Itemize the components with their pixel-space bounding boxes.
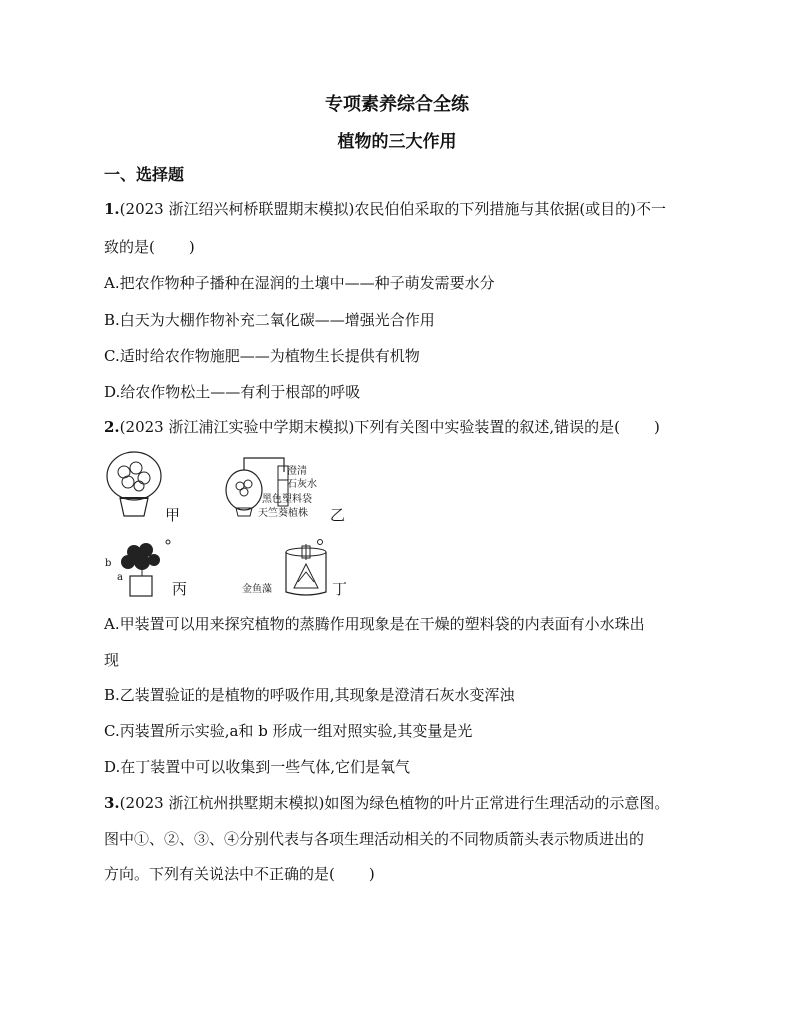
q1-stem-close: ) <box>188 238 195 256</box>
q3-stem-text-3: 方向。下列有关说法中不正确的是( <box>104 865 335 883</box>
q1-stem-line2 <box>104 236 195 257</box>
q1-option-b: B.白天为大棚作物补充二氧化碳——增强光合作用 <box>104 311 435 329</box>
q2-stem-close: ) <box>653 418 660 436</box>
page-subtitle: 植物的三大作用 <box>337 132 457 152</box>
q2-number: 2. <box>104 418 120 436</box>
q2-option-b: B.乙装置验证的是植物的呼吸作用,其现象是澄清石灰水变浑浊 <box>104 686 515 704</box>
q2-option-c: C.丙装置所示实验,a和 b 形成一组对照实验,其变量是光 <box>104 722 473 740</box>
q1-option-c: C.适时给农作物施肥——为植物生长提供有机物 <box>104 347 420 365</box>
label-limewater-1: 澄清 <box>287 466 307 477</box>
q3-stem-line3 <box>104 863 375 884</box>
figure-jia-plant-in-bag <box>104 450 164 520</box>
q2-stem-text: (2023 浙江浦江实验中学期末模拟)下列有关图中实验装置的叙述,错误的是( <box>119 418 620 436</box>
label-leaf-b: b <box>105 558 112 569</box>
figure-bing-leaf-experiment <box>112 538 172 598</box>
q3-stem-close: ) <box>368 865 375 883</box>
figure-label-jia: 甲 <box>165 506 181 524</box>
q3-number: 3. <box>104 794 120 812</box>
q3-stem-line2: 图中①、②、③、④分别代表与各项生理活动相关的不同物质箭头表示物质进出的 <box>104 830 645 848</box>
q3-stem-line1 <box>104 792 669 813</box>
label-black-bag: 黑色塑料袋 <box>262 494 312 505</box>
q2-stem-line1 <box>104 416 660 437</box>
label-limewater-2: 石灰水 <box>287 479 317 490</box>
label-hornwort: 金鱼藻 <box>242 584 272 595</box>
q1-stem-line1 <box>104 198 666 219</box>
figure-label-yi: 乙 <box>330 506 346 524</box>
figure-ding-hornwort-beaker <box>282 538 338 598</box>
figure-label-bing: 丙 <box>172 580 188 598</box>
q3-stem-text: (2023 浙江杭州拱墅期末模拟)如图为绿色植物的叶片正常进行生理活动的示意图。 <box>119 794 670 812</box>
q1-option-d: D.给农作物松土——有利于根部的呼吸 <box>104 383 361 401</box>
section-heading: 一、选择题 <box>104 165 185 184</box>
q1-option-a: A.把农作物种子播种在湿润的土壤中——种子萌发需要水分 <box>104 274 495 292</box>
label-leaf-a: a <box>117 572 123 583</box>
q2-option-d: D.在丁装置中可以收集到一些气体,它们是氧气 <box>104 758 411 776</box>
q1-number: 1. <box>104 200 120 218</box>
q1-stem-text-2: 致的是( <box>104 238 155 256</box>
label-plant: 天竺葵植株 <box>258 508 308 519</box>
q1-stem-text: (2023 浙江绍兴柯桥联盟期末模拟)农民伯伯采取的下列措施与其依据(或目的)不一 <box>119 200 667 218</box>
figure-label-ding: 丁 <box>332 580 348 598</box>
q2-option-a-line1: A.甲装置可以用来探究植物的蒸腾作用现象是在干燥的塑料袋的内表面有小水珠出 <box>104 615 645 633</box>
q2-option-a-line2: 现 <box>104 651 120 669</box>
page-title: 专项素养综合全练 <box>325 94 469 115</box>
